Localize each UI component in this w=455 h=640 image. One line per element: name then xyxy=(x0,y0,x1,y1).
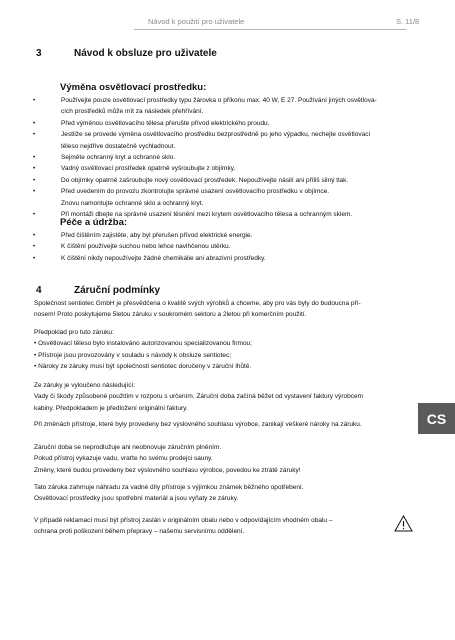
list-item: • K čištění používejte suchou nebo lehce navlhčenou utěrku. xyxy=(33,241,423,252)
page-number: S. 11/8 xyxy=(396,17,420,26)
text-line: • Osvětlovací těleso bylo instalováno autorizovanou specializovanou firmou; xyxy=(34,340,252,348)
text-line: Záruční doba se neprodlužuje ani neobnovuje záručním plněním. xyxy=(34,444,222,451)
header-title: Návod k použití pro uživatele xyxy=(148,17,245,26)
text-line: Ze záruky je vyloučeno následující: xyxy=(34,382,136,389)
text-line: • Nároky ze záruky musí být společnosti sentiotec doručeny v záruční lhůtě. xyxy=(34,363,252,371)
subheading-care-maintenance: Péče a údržba: xyxy=(60,217,128,228)
text-line: Předpoklad pro tuto záruku: xyxy=(34,329,114,336)
list-item: • Používejte pouze osvětlovací prostředky typu žárovka o příkonu max. 40 W, E 27. Používání jiných osvětlova- cích prostředků může mít za následek přehřívání. xyxy=(33,95,423,118)
text-line: • Přístroje jsou provozovány v souladu s návody k obsluze sentiotec; xyxy=(34,351,232,359)
section-3-title: Návod k obsluze pro uživatele xyxy=(74,48,217,59)
subheading-lamp-replacement: Výměna osvětlovací prostředku: xyxy=(60,82,207,93)
text-line: Při změnách přístroje, které byly provedeny bez výslovného souhlasu výrobce, zanikají veškeré nároky na záruku. xyxy=(34,421,362,428)
list-item: • Před uvedením do provozu zkontrolujte správné usazení osvětlovacího prostředku v objímce. Znovu namontujte ochranné sklo a ochranný kryt. xyxy=(33,186,423,209)
text-line: Osvětlovací prostředky jsou spotřební materiál a jsou vyňaty ze záruky. xyxy=(34,495,239,503)
list-item: • Jestliže se provede výměna osvětlovacího prostředku bezprostředně po jeho výpadku, nechejte osvětlovací těleso nejdříve dostatečně vychladnout. xyxy=(33,129,423,152)
text-line: V případě reklamací musí být přístroj zaslán v originálním obalu nebo v odpovídajícím vhodném obalu – xyxy=(34,517,333,524)
text-line: Vady či škody způsobené použitím v rozporu s určením. Záruční doba začíná běžet od vystavení faktury výrobcem xyxy=(34,393,364,401)
list-item: • K čištění nikdy nepoužívejte žádné chemikálie ani abrazivní prostředky. xyxy=(33,253,423,264)
language-tab-cs: CS xyxy=(418,403,455,434)
list-item: • Do objímky opatrně zašroubujte nový osvětlovací prostředek. Nepoužívejte násilí ani příliš silný tlak. xyxy=(33,175,423,186)
text-line: Změny, které budou provedeny bez výslovného souhlasu výrobce, povedou ke ztrátě záruky! xyxy=(34,466,301,474)
text-line: Tato záruka zahrnuje náhradu za vadné díly přístroje s výjimkou známek běžného opotřebení. xyxy=(34,484,304,491)
header-rule xyxy=(134,29,406,30)
warranty-exclusions xyxy=(34,380,422,414)
list-item: • Sejměte ochranný kryt a ochranné sklo. xyxy=(33,152,423,163)
lamp-replacement-list xyxy=(33,95,423,220)
warranty-intro xyxy=(34,298,422,321)
warranty-period xyxy=(34,442,422,476)
text-line: nosem! Proto poskytujeme 5letou záruku v soukromém sektoru a 2letou při komerčním použití. xyxy=(34,311,307,319)
warranty-complaint xyxy=(34,515,422,538)
warranty-changes xyxy=(34,419,422,430)
page-header xyxy=(0,17,455,29)
list-item: • Vadný osvětlovací prostředek opatrně vyšroubujte z objímky. xyxy=(33,163,423,174)
list-item: • Před výměnou osvětlovacího tělesa přerušte přívod elektrického proudu. xyxy=(33,118,423,129)
text-line: Pokud přístroj vykazuje vadu, vraťte ho svému prodejci sauny. xyxy=(34,455,213,463)
section-3-number: 3 xyxy=(36,48,42,59)
warning-triangle-icon xyxy=(394,515,413,532)
section-4-heading xyxy=(36,285,160,296)
section-4-number: 4 xyxy=(36,285,42,296)
text-line: kabiny. Předpokladem je předložení originální faktury. xyxy=(34,404,188,412)
section-4-title: Záruční podmínky xyxy=(74,285,161,296)
list-item: • Před čištěním zajistěte, aby byl přerušen přívod elektrické energie. xyxy=(33,230,423,241)
text-line: Společnost sentiotec GmbH je přesvědčena o kvalitě svých výrobků a chceme, aby pro vás byly do budoucna pří- xyxy=(34,300,361,307)
care-maintenance-list xyxy=(33,230,423,264)
section-3-heading xyxy=(36,48,217,59)
warranty-replacement xyxy=(34,482,422,505)
text-line: ochrana proti poškození během přepravy – našemu servisnímu oddělení. xyxy=(34,528,245,536)
warranty-prerequisites xyxy=(34,327,422,373)
list-item: • Při montáži dbejte na správné usazení těsnění mezi krytem osvětlovacího tělesa a ochranným sklem. xyxy=(33,209,423,220)
